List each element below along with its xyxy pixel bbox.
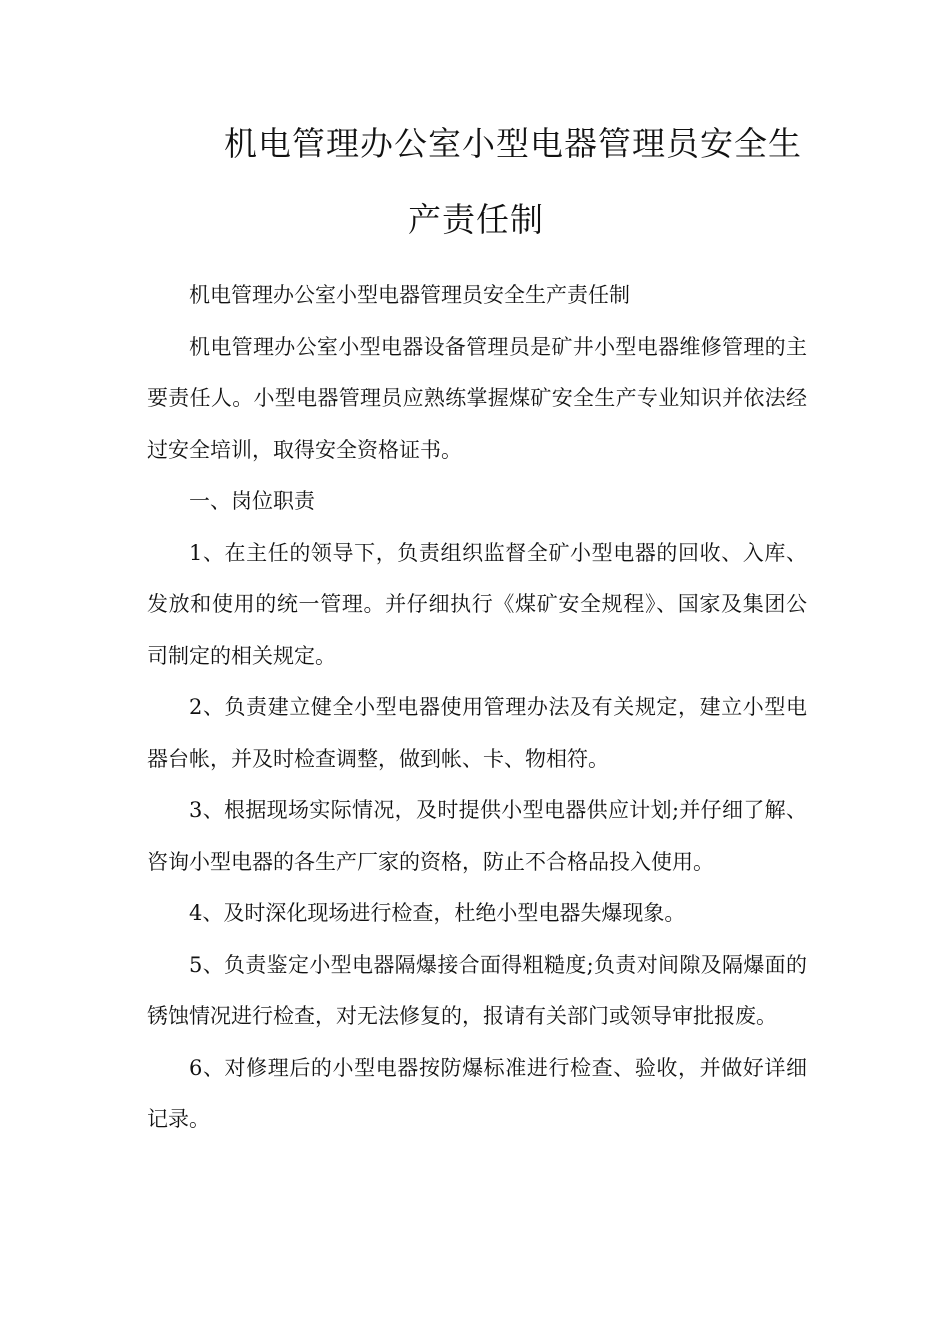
duty-item-5: 5、负责鉴定小型电器隔爆接合面得粗糙度;负责对间隙及隔爆面的锈蚀情况进行检查，对无法修复的，报请有关部门或领导审批报废。 — [147, 952, 807, 1028]
document-body — [147, 270, 807, 1146]
duty-item-3: 3、根据现场实际情况，及时提供小型电器供应计划;并仔细了解、咨询小型电器的各生产厂家的资格，防止不合格品投入使用。 — [147, 798, 807, 874]
paragraph-intro: 机电管理办公室小型电器设备管理员是矿井小型电器维修管理的主要责任人。小型电器管理员应熟练掌握煤矿安全生产专业知识并依法经过安全培训，取得安全资格证书。 — [147, 334, 807, 462]
document-title-line-2: 产责任制 — [408, 200, 544, 239]
duty-item-1: 1、在主任的领导下，负责组织监督全矿小型电器的回收、入库、发放和使用的统一管理。并仔细执行《煤矿安全规程》、国家及集团公司制定的相关规定。 — [147, 540, 807, 668]
duty-item-6: 6、对修理后的小型电器按防爆标准进行检查、验收，并做好详细记录。 — [147, 1055, 807, 1131]
document-title-line-1: 机电管理办公室小型电器管理员安全生 — [224, 124, 802, 163]
duty-item-4: 4、及时深化现场进行检查，杜绝小型电器失爆现象。 — [189, 901, 686, 925]
section-heading-duties: 一、岗位职责 — [189, 489, 315, 513]
duty-item-2: 2、负责建立健全小型电器使用管理办法及有关规定，建立小型电器台帐，并及时检查调整，做到帐、卡、物相符。 — [147, 695, 807, 771]
paragraph-subtitle: 机电管理办公室小型电器管理员安全生产责任制 — [189, 283, 630, 307]
